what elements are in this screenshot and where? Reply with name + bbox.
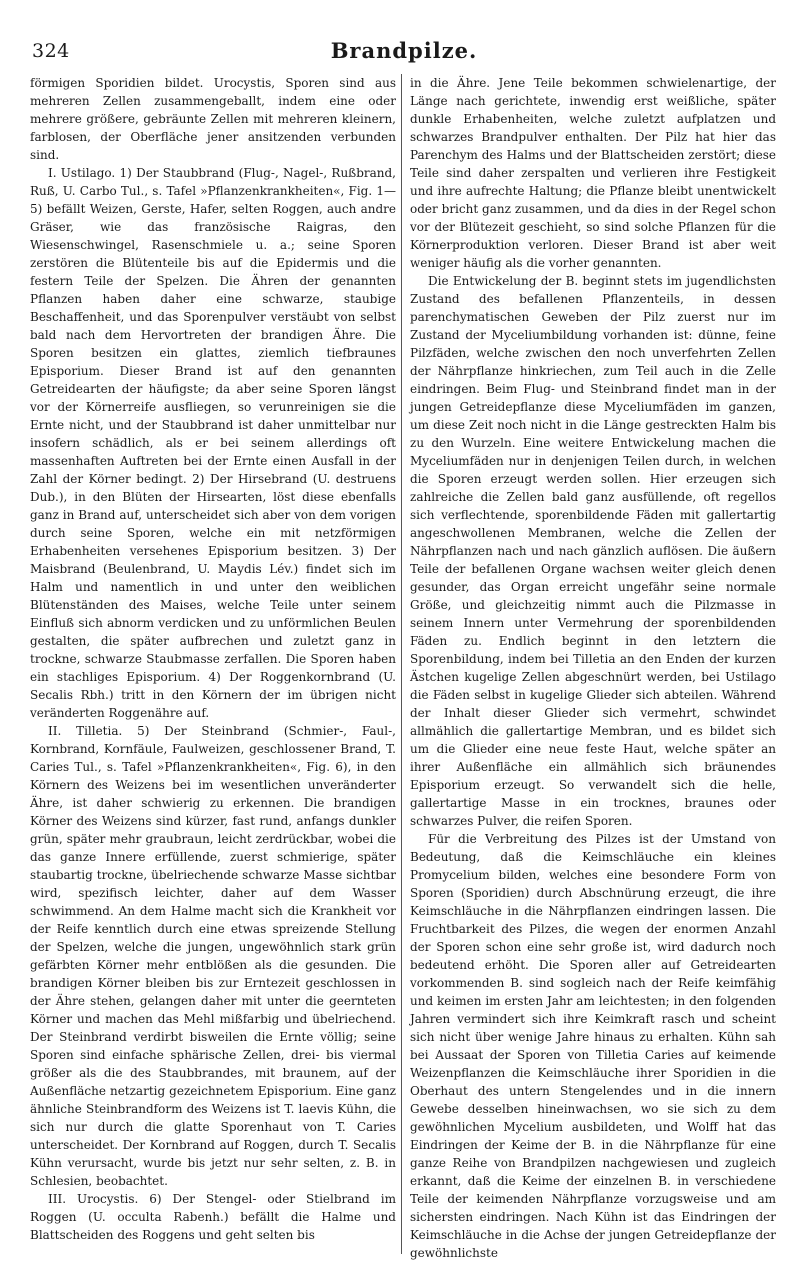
- page-number: 324: [32, 40, 70, 62]
- paragraph: in die Ähre. Jene Teile bekommen schwielenartige, der Länge nach gerichtete, inwendig erst weißliche, später dunkle Erhabenheiten, welche zuletzt aufplatzen und schwarzes Brandpulver enthalten. Der Pilz hat hier das Parenchym des Halms und der Blattscheiden zerstört; diese Teile sind daher zerspalten und verlieren ihre Festigkeit und ihre aufrechte Haltung; die Pflanze bleibt unentwickelt oder bricht ganz zusammen, und da dies in der Regel schon vor der Blütezeit geschieht, so sind solche Pflanzen für die Körnerproduktion verloren. Dieser Brand ist aber weit weniger häufig als die vorher genannten.: [410, 76, 776, 270]
- paragraph: Für die Verbreitung des Pilzes ist der Umstand von Bedeutung, daß die Keimschläuche ein kleines Promycelium bilden, welches eine besondere Form von Sporen (Sporidien) durch Abschnürung erzeugt, die ihre Keimschläuche in die Nährpflanzen eindringen lassen. Die Fruchtbarkeit des Pilzes, die wegen der enormen Anzahl der Sporen schon eine sehr große ist, wird dadurch noch bedeutend erhöht. Die Sporen aller auf Getreidearten vorkommenden B. sind sogleich nach der Reife keimfähig und keimen im ersten Jahr am leichtesten; in den folgenden Jahren vermindert sich ihre Keimkraft rasch und scheint sich nicht über wenige Jahre hinaus zu erhalten. Kühn sah bei Aussaat der Sporen von Tilletia Caries auf keimende Weizenpflanzen die Keimschläuche ihrer Sporidien in die Oberhaut des untern Stengelendes und in die innern Gewebe desselben hineinwachsen, wo sie sich zu dem gewöhnlichen Mycelium ausbildeten, und Wolff hat das Eindringen der Keime der B. in die Nährpflanze für eine ganze Reihe von Brandpilzen nachgewiesen und zugleich erkannt, daß die Keime der einzelnen B. in verschiedene Teile der keimenden Nährpflanze vorzugsweise und am sichersten eindringen. Nach Kühn ist das Eindringen der Keimschläuche in die Achse der jungen Getreidepflanze der gewöhnlichste: [410, 832, 776, 1260]
- page-header: [32, 38, 776, 68]
- paragraph: förmigen Sporidien bildet. Urocystis, Sporen sind aus mehreren Zellen zusammengeballt, indem eine oder mehrere größere, gebräunte Zellen mit mehreren kleinern, farblosen, der Oberfläche jener ansitzenden verbunden sind.: [30, 76, 396, 162]
- paragraph: II. Tilletia. 5) Der Steinbrand (Schmier-, Faul-, Kornbrand, Kornfäule, Faulweizen, geschlossener Brand, T. Caries Tul., s. Tafel »Pflanzenkrankheiten«, Fig. 6), in den Körnern des Weizens bei im wesentlichen unveränderter Ähre, ist daher schwierig zu erkennen. Die brandigen Körner des Weizens sind kürzer, fast rund, anfangs dunkler grün, später mehr graubraun, leicht zerdrückbar, wobei die das ganze Innere erfüllende, zuerst schmierige, später staubartig trockne, übelriechende schwarze Masse sichtbar wird, spezifisch leichter, daher auf dem Wasser schwimmend. An dem Halme macht sich die Krankheit vor der Reife kenntlich durch eine etwas spreizende Stellung der Spelzen, welche die jungen, ungewöhnlich stark grün gefärbten Körner mehr entblößen als die gesunden. Die brandigen Körner bleiben bis zur Erntezeit geschlossen in der Ähre stehen, gelangen daher mit unter die geernteten Körner und machen das Mehl mißfarbig und übelriechend. Der Steinbrand verdirbt bisweilen die Ernte völlig; seine Sporen sind einfache sphärische Zellen, drei- bis viermal größer als die des Staubbrandes, mit braunem, auf der Außenfläche netzartig gezeichnetem Episporium. Eine ganz ähnliche Steinbrandform des Weizens ist T. laevis Kühn, die sich nur durch die glatte Sporenhaut von T. Caries unterscheidet. Der Kornbrand auf Roggen, durch T. Secalis Kühn verursacht, wurde bis jetzt nur sehr selten, z. B. in Schlesien, beobachtet.: [30, 724, 396, 1188]
- paragraph: I. Ustilago. 1) Der Staubbrand (Flug-, Nagel-, Rußbrand, Ruß, U. Carbo Tul., s. Tafel »Pflanzenkrankheiten«, Fig. 1—5) befällt Weizen, Gerste, Hafer, selten Roggen, auch andre Gräser, wie das französische Raigras, den Wiesenschwingel, Rasenschmiele u. a.; seine Sporen zerstören die Blütenteile bis auf die Epidermis und die festern Teile der Spelzen. Die Ähren der genannten Pflanzen haben daher eine schwarze, staubige Beschaffenheit, und das Sporenpulver verstäubt von selbst bald nach dem Hervortreten der brandigen Ähre. Die Sporen besitzen ein glattes, ziemlich tiefbraunes Episporium. Dieser Brand ist auf den genannten Getreidearten der häufigste; da aber seine Sporen längst vor der Körnerreife ausfliegen, so verunreinigen sie die Ernte nicht, und der Staubbrand ist daher unmittelbar nur insofern schädlich, als er bei seinem allerdings oft massenhaften Auftreten bei der Ernte einen Ausfall in der Zahl der Körner bedingt. 2) Der Hirsebrand (U. destruens Dub.), in den Blüten der Hirsearten, löst diese ebenfalls ganz in Brand auf, unterscheidet sich aber von dem vorigen durch seine Sporen, welche ein mit netzförmigen Erhabenheiten versehenes Episporium besitzen. 3) Der Maisbrand (Beulenbrand, U. Maydis Lév.) findet sich im Halm und namentlich in und unter den weiblichen Blütenständen des Maises, welche Teile unter seinem Einfluß sich abnorm verdicken und zu unförmlichen Beulen gestalten, die später aufbrechen und zuletzt ganz in trockne, schwarze Staubmasse zerfallen. Die Sporen haben ein stachliges Episporium. 4) Der Roggenkornbrand (U. Secalis Rbh.) tritt in den Körnern der im übrigen nicht veränderten Roggenähre auf.: [30, 166, 396, 720]
- running-title: Brandpilze.: [330, 38, 478, 63]
- paragraph: III. Urocystis. 6) Der Stengel- oder Stielbrand im Roggen (U. occulta Rabenh.) befällt die Halme und Blattscheiden des Roggens und geht selten bis: [30, 1192, 396, 1242]
- left-column: [30, 74, 396, 1244]
- right-column: [410, 74, 776, 1262]
- paragraph: Die Entwickelung der B. beginnt stets im jugendlichsten Zustand des befallenen Pflanzenteils, in dessen parenchymatischen Geweben der Pilz zuerst nur im Zustand der Myceliumbildung vorhanden ist: dünne, feine Pilzfäden, welche zwischen den noch unverfehrten Zellen der Nährpflanze hinkriechen, zum Teil auch in die Zelle eindringen. Beim Flug- und Steinbrand findet man in der jungen Getreidepflanze diese Myceliumfäden im ganzen, um diese Zeit noch nicht in die Länge gestreckten Halm bis zu den Wurzeln. Eine weitere Entwickelung machen die Myceliumfäden nur in denjenigen Teilen durch, in welchen die Sporen erzeugt werden sollen. Hier erzeugen sich zahlreiche die Zellen bald ganz ausfüllende, oft regellos sich verflechtende, sporenbildende Fäden mit gallertartig angeschwollenen Membranen, welche die Zellen der Nährpflanzen nach und nach gänzlich auflösen. Die äußern Teile der befallenen Organe wachsen weiter gleich denen gesunder, das Organ erreicht ungefähr seine normale Größe, und gleichzeitig nimmt auch die Pilzmasse in seinem Innern unter Vermehrung der sporenbildenden Fäden zu. Endlich beginnt in den letztern die Sporenbildung, indem bei Tilletia an den Enden der kurzen Ästchen kugelige Zellen abgeschnürt werden, bei Ustilago die Fäden selbst in kugelige Glieder sich abteilen. Während der Inhalt dieser Glieder sich vermehrt, schwindet allmählich die gallertartige Membran, und es bildet sich um die Glieder eine neue feste Haut, welche später an ihrer Außenfläche ein allmählich sich bräunendes Episporium erzeugt. So verwandelt sich die helle, gallertartige Masse in ein trocknes, braunes oder schwarzes Pulver, die reifen Sporen.: [410, 274, 776, 828]
- column-divider: [401, 74, 402, 1254]
